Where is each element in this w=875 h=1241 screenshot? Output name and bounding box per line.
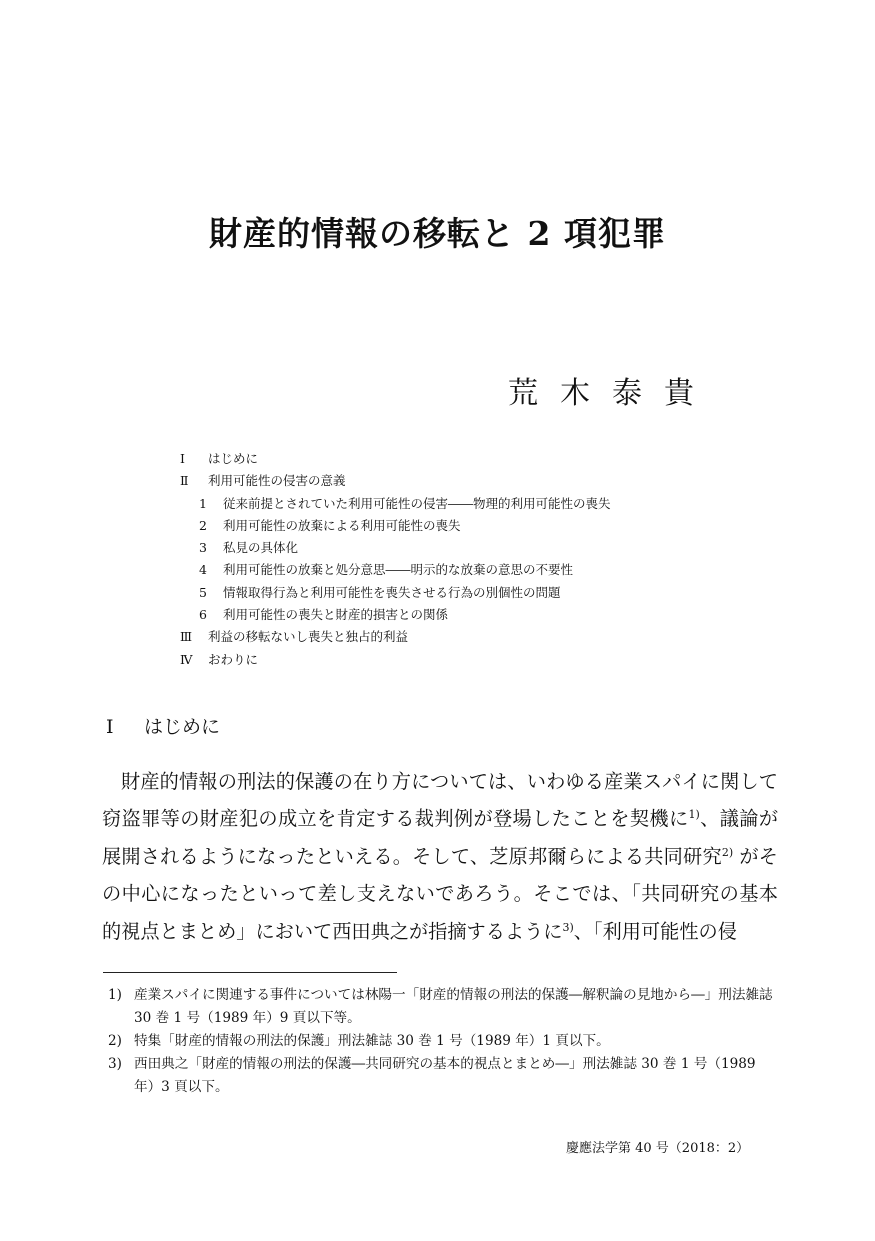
- toc-number: 1: [199, 495, 207, 511]
- toc-label: 利用可能性の放棄と処分意思――明示的な放棄の意思の不要性: [223, 562, 574, 578]
- section-heading: [106, 712, 220, 739]
- footnote-text: 西田典之「財産的情報の刑法的保護―共同研究の基本的視点とまとめ―」刑法雑誌 30 巻 1 号（1989 年）3 頁以下。: [134, 1056, 756, 1095]
- toc-label: 私見の具体化: [223, 540, 299, 556]
- toc-label: おわりに: [208, 651, 259, 667]
- footnote-text: 特集「財産的情報の刑法的保護」刑法雑誌 30 巻 1 号（1989 年）1 頁以下。: [134, 1033, 610, 1049]
- body-text: 、「利用可能性の侵: [573, 919, 737, 943]
- footnote-label: 3): [108, 1056, 122, 1072]
- body-text: 、議論が展開されるようになったといえる。そして、芝原邦爾らによる共同研究: [102, 807, 779, 868]
- section-number: Ⅰ: [106, 716, 114, 738]
- toc-label: はじめに: [208, 451, 259, 466]
- toc-number: 3: [199, 540, 207, 556]
- footnote: [108, 984, 778, 1030]
- toc-subitem: [180, 559, 611, 581]
- toc-label: 利用可能性の放棄による利用可能性の喪失: [223, 517, 461, 533]
- footnotes: [108, 984, 778, 1099]
- toc-item: [180, 448, 611, 470]
- body-paragraph: [102, 763, 778, 950]
- paper-title: 財産的情報の移転と 2 項犯罪: [209, 214, 666, 253]
- toc-item: [180, 626, 611, 648]
- body-text: がその中心になったといって差し支えないであろう。そこでは、「共同研究の基本的視点とまとめ」において西田典之が指摘するように: [102, 844, 778, 943]
- toc-item: [180, 649, 611, 671]
- footnote: [108, 1053, 778, 1099]
- toc-subitem: [180, 537, 611, 559]
- toc-subitem: [180, 493, 611, 515]
- author-name: 荒木泰貴: [508, 376, 716, 411]
- toc-number: 5: [199, 584, 207, 600]
- footnote-ref[interactable]: 1): [688, 808, 700, 822]
- toc-number: 2: [199, 517, 207, 533]
- table-of-contents: [180, 448, 611, 671]
- footnote-divider: [103, 972, 397, 973]
- toc-label: 情報取得行為と利用可能性を喪失させる行為の別個性の問題: [223, 584, 561, 600]
- footnote: [108, 1030, 778, 1053]
- section-title: はじめに: [144, 716, 221, 738]
- toc-label: 利用可能性の喪失と財産的損害との関係: [223, 607, 449, 623]
- toc-label: 利益の移転ないし喪失と独占的利益: [208, 629, 409, 645]
- toc-label: 従来前提とされていた利用可能性の侵害――物理的利用可能性の喪失: [223, 495, 611, 511]
- toc-item: [180, 470, 611, 492]
- toc-number: Ⅰ: [180, 451, 185, 466]
- toc-subitem: [180, 515, 611, 537]
- toc-number: Ⅲ: [180, 629, 193, 645]
- toc-number: Ⅱ: [180, 473, 189, 489]
- toc-label: 利用可能性の侵害の意義: [208, 473, 346, 489]
- toc-subitem: [180, 582, 611, 604]
- footnote-label: 2): [108, 1033, 122, 1049]
- footnote-text: 産業スパイに関連する事件については林陽一「財産的情報の刑法的保護―解釈論の見地から―」刑法雑誌 30 巻 1 号（1989 年）9 頁以下等。: [134, 987, 773, 1026]
- footnote-ref[interactable]: 3): [562, 920, 574, 934]
- toc-number: 6: [199, 607, 207, 623]
- toc-number: 4: [199, 562, 207, 578]
- journal-citation: 慶應法学第 40 号（2018：2）: [566, 1141, 750, 1156]
- toc-number: Ⅳ: [180, 651, 193, 667]
- body-text: 財産的情報の刑法的保護の在り方については、いわゆる産業スパイに関して窃盗罪等の財産犯の成立を肯定する裁判例が登場したことを契機に: [102, 770, 778, 831]
- toc-subitem: [180, 604, 611, 626]
- footnote-label: 1): [108, 987, 122, 1003]
- footnote-ref[interactable]: 2): [721, 845, 734, 859]
